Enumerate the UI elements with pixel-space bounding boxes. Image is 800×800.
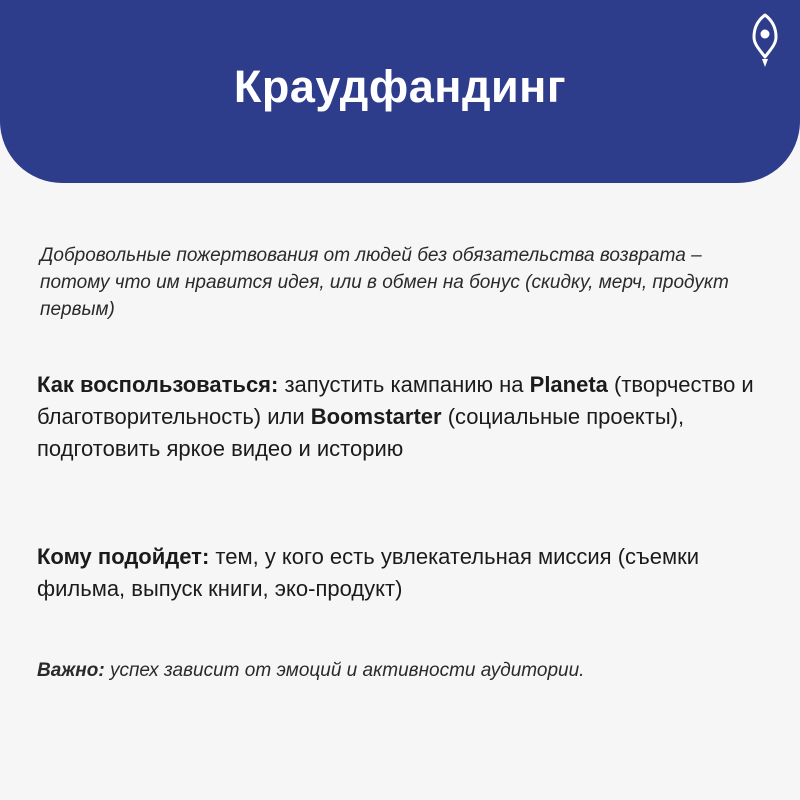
how-to-use-paragraph bbox=[37, 369, 757, 465]
page-title: Краудфандинг bbox=[233, 61, 567, 112]
intro-description: Добровольные пожертвования от людей без обязательства возврата – потому что им нравится идея, или в обмен на бонус (скидку, мерч, продукт первым) bbox=[40, 245, 729, 320]
header-banner bbox=[0, 0, 800, 183]
important-text: успех зависит от эмоций и активности аудитории. bbox=[104, 660, 585, 681]
platform-boomstarter: Boomstarter bbox=[310, 404, 442, 429]
suitable-for-text: тем, у кого есть увлекательная миссия (съемки фильма, выпуск книги, эко-продукт) bbox=[37, 544, 700, 601]
important-label: Важно: bbox=[37, 660, 105, 681]
important-note bbox=[37, 657, 757, 685]
rocket-pin-icon bbox=[752, 13, 778, 69]
platform-planeta: Planeta bbox=[529, 372, 608, 397]
how-to-use-label: Как воспользоваться: bbox=[37, 372, 279, 397]
suitable-for-paragraph bbox=[37, 541, 757, 605]
how-to-use-text-3: (социальные проекты), подготовить яркое видео и историю bbox=[37, 404, 685, 461]
suitable-for-label: Кому подойдет: bbox=[37, 544, 210, 569]
how-to-use-text-2: (творчество и благотворительность) или bbox=[37, 372, 754, 429]
how-to-use-text-1: запустить кампанию на bbox=[278, 372, 530, 397]
